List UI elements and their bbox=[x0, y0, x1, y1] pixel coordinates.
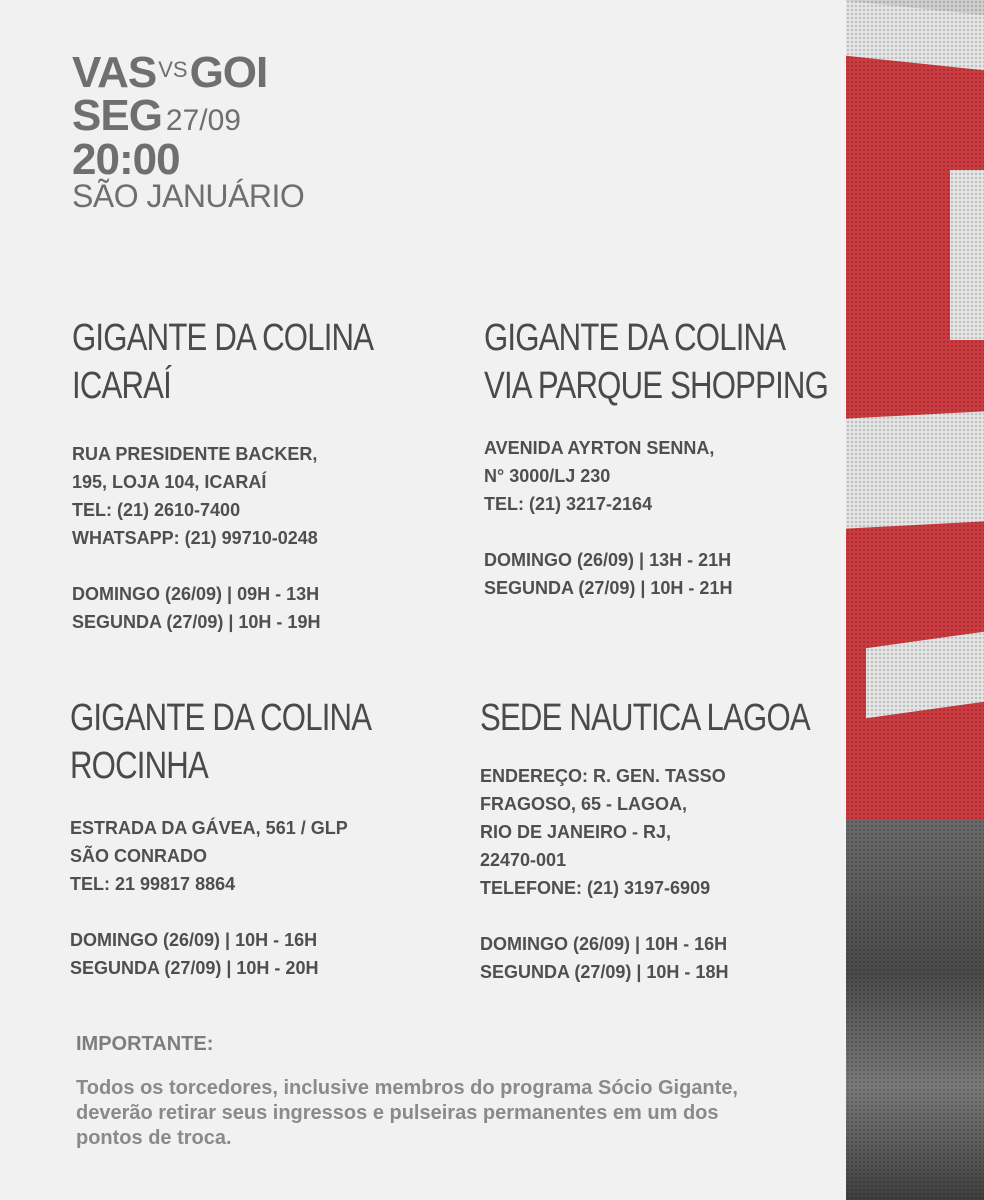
schedule-line: DOMINGO (26/09) | 13H - 21H bbox=[484, 550, 732, 570]
away-team: GOI bbox=[189, 48, 268, 97]
location-title: SEDE NAUTICA LAGOA bbox=[480, 697, 810, 739]
important-label: IMPORTANTE: bbox=[76, 1033, 214, 1055]
address-line: ESTRADA DA GÁVEA, 561 / GLP bbox=[70, 818, 348, 838]
weekday: SEG bbox=[72, 91, 162, 140]
jersey-photo bbox=[846, 0, 984, 1200]
address-line: 195, LOJA 104, ICARAÍ bbox=[72, 472, 267, 492]
location-subtitle: ROCINHA bbox=[70, 745, 208, 787]
schedule-line: DOMINGO (26/09) | 09H - 13H bbox=[72, 584, 320, 604]
location-address bbox=[480, 762, 820, 986]
phone-line: TELEFONE: (21) 3197-6909 bbox=[480, 878, 711, 898]
postal-code-line: 22470-001 bbox=[480, 850, 567, 870]
location-sede-nautica bbox=[480, 694, 820, 986]
whatsapp-line: WHATSAPP: (21) 99710-0248 bbox=[72, 528, 318, 548]
location-address bbox=[72, 440, 412, 636]
address-line: AVENIDA AYRTON SENNA, bbox=[484, 438, 715, 458]
schedule-line: SEGUNDA (27/09) | 10H - 20H bbox=[70, 958, 319, 978]
location-address bbox=[70, 814, 410, 982]
match-teams bbox=[72, 46, 267, 97]
location-address bbox=[484, 434, 824, 602]
phone-line: TEL: 21 99817 8864 bbox=[70, 874, 236, 894]
location-rocinha bbox=[70, 694, 410, 982]
address-line: N° 3000/LJ 230 bbox=[484, 466, 611, 486]
location-title: GIGANTE DA COLINA bbox=[70, 697, 372, 739]
schedule-line: SEGUNDA (27/09) | 10H - 19H bbox=[72, 612, 321, 632]
match-time: 20:00 bbox=[72, 135, 180, 184]
address-line: SÃO CONRADO bbox=[70, 846, 208, 866]
home-team: VAS bbox=[72, 48, 157, 97]
address-line: RIO DE JANEIRO - RJ, bbox=[480, 822, 672, 842]
schedule-line: DOMINGO (26/09) | 10H - 16H bbox=[70, 930, 318, 950]
match-venue: SÃO JANUÁRIO bbox=[72, 178, 305, 214]
phone-line: TEL: (21) 2610-7400 bbox=[72, 500, 241, 520]
schedule-line: DOMINGO (26/09) | 10H - 16H bbox=[480, 934, 728, 954]
schedule-line: SEGUNDA (27/09) | 10H - 18H bbox=[480, 962, 729, 982]
address-line: RUA PRESIDENTE BACKER, bbox=[72, 444, 318, 464]
address-line: FRAGOSO, 65 - LAGOA, bbox=[480, 794, 688, 814]
location-subtitle: ICARAÍ bbox=[72, 365, 171, 407]
location-title: GIGANTE DA COLINA bbox=[484, 317, 786, 359]
address-line: ENDEREÇO: R. GEN. TASSO bbox=[480, 766, 726, 786]
important-note: Todos os torcedores, inclusive membros do programa Sócio Gigante, deverão retirar seus ingressos e pulseiras permanentes em um dos pontos de troca. bbox=[76, 1077, 738, 1149]
location-subtitle: VIA PARQUE SHOPPING bbox=[484, 365, 829, 407]
phone-line: TEL: (21) 3217-2164 bbox=[484, 494, 653, 514]
vs-label: VS bbox=[158, 57, 188, 82]
schedule-line: SEGUNDA (27/09) | 10H - 21H bbox=[484, 578, 733, 598]
match-date: 27/09 bbox=[165, 104, 241, 137]
location-icarai bbox=[72, 314, 412, 636]
location-title: GIGANTE DA COLINA bbox=[72, 317, 374, 359]
location-via-parque bbox=[484, 314, 829, 602]
